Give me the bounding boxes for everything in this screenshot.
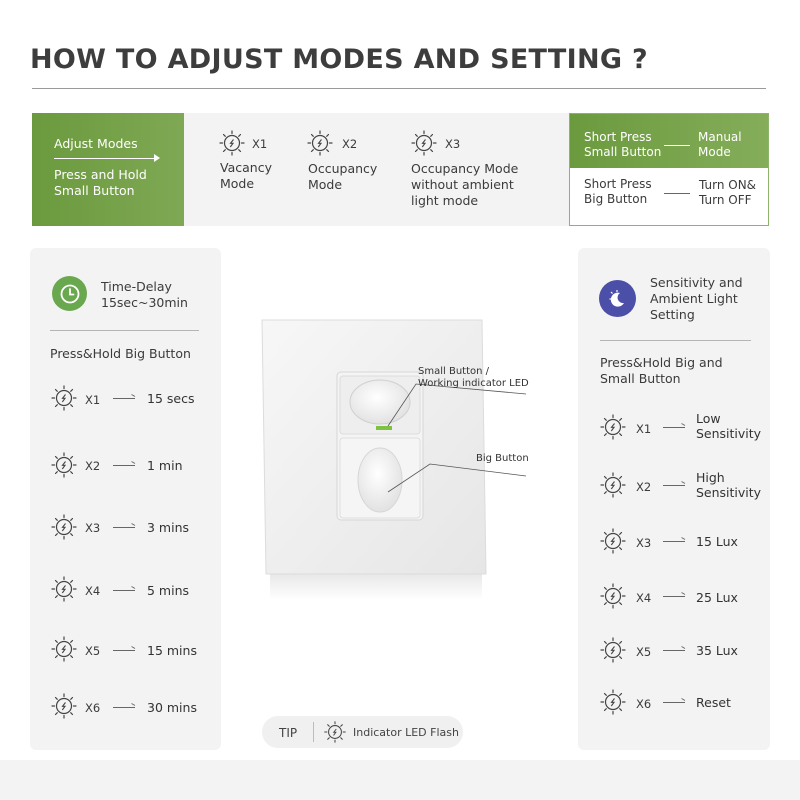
flash-icon (218, 129, 246, 157)
clock-icon (52, 276, 87, 311)
manual-mode-line1: Manual (698, 130, 742, 144)
flash-icon (599, 413, 627, 441)
mode-count: X1 (252, 137, 268, 151)
mode-label: without ambient (411, 177, 514, 192)
flash-count: X3 (636, 536, 652, 550)
small-button-label: Working indicator LED (418, 378, 529, 389)
adjust-modes-label: Adjust Modes (54, 136, 138, 151)
turn-on-line2: Turn OFF (699, 193, 752, 207)
flash-count: X5 (85, 644, 101, 658)
arrow (663, 541, 685, 542)
arrow (663, 650, 685, 651)
short-press-big-arrow (664, 193, 690, 194)
sensitivity-value: Reset (696, 695, 731, 710)
arrow (113, 527, 135, 528)
arrow (113, 707, 135, 708)
short-press-big-line1: Short Press (584, 177, 652, 191)
flash-icon (599, 582, 627, 610)
delay-value: 3 mins (147, 520, 190, 535)
tip-label: TIP (279, 726, 298, 740)
sensitivity-instruction-line2: Small Button (600, 371, 681, 386)
mode-label: light mode (411, 193, 479, 208)
tip-divider (313, 722, 314, 742)
arrow (663, 596, 685, 597)
delay-value: 5 mins (147, 583, 190, 598)
arrow (663, 485, 685, 486)
small-button-label: Small Button / (418, 366, 489, 377)
press-hold-line1: Press and Hold (54, 167, 147, 182)
sensitivity-value: 35 Lux (696, 643, 738, 658)
flash-icon (599, 688, 627, 716)
sensitivity-title-line1: Sensitivity and (650, 275, 743, 290)
adjust-modes-arrow-line (54, 158, 158, 159)
arrow (113, 650, 135, 651)
delay-value: 30 mins (147, 700, 197, 715)
mode-label: Occupancy (308, 161, 378, 176)
mode-label: Mode (308, 177, 343, 192)
tip-text: Indicator LED Flash (353, 726, 459, 739)
flash-icon (306, 129, 334, 157)
short-press-small-line1: Short Press (584, 130, 652, 144)
sensitivity-value: Sensitivity (696, 426, 762, 441)
short-press-small-arrow (664, 145, 690, 146)
time-delay-instruction: Press&Hold Big Button (50, 346, 191, 361)
manual-mode-line2: Mode (698, 145, 731, 159)
flash-icon (50, 575, 78, 603)
flash-count: X2 (85, 459, 101, 473)
sensitivity-value: High (696, 470, 725, 485)
flash-icon (599, 636, 627, 664)
sensitivity-value: Low (696, 411, 721, 426)
flash-icon (410, 129, 438, 157)
time-delay-panel (30, 248, 221, 750)
short-press-small-line2: Small Button (584, 145, 662, 159)
flash-count: X5 (636, 645, 652, 659)
flash-count: X4 (85, 584, 101, 598)
flash-icon (50, 513, 78, 541)
arrow (113, 590, 135, 591)
delay-value: 15 secs (147, 391, 195, 406)
delay-value: 1 min (147, 458, 183, 473)
arrow (663, 427, 685, 428)
sensitivity-value: 25 Lux (696, 590, 738, 605)
time-delay-range: 15sec~30min (101, 295, 188, 310)
mode-count: X2 (342, 137, 358, 151)
flash-icon (50, 692, 78, 720)
flash-count: X6 (636, 697, 652, 711)
flash-count: X1 (636, 422, 652, 436)
press-hold-line2: Small Button (54, 183, 135, 198)
flash-icon (599, 527, 627, 555)
flash-icon (50, 384, 78, 412)
flash-icon (323, 720, 347, 744)
flash-count: X3 (85, 521, 101, 535)
mode-count: X3 (445, 137, 461, 151)
mode-label: Vacancy (220, 160, 272, 175)
flash-icon (50, 635, 78, 663)
flash-count: X2 (636, 480, 652, 494)
sensitivity-title-line3: Setting (650, 307, 695, 322)
bottom-strip (0, 760, 800, 800)
mode-label: Mode (220, 176, 255, 191)
arrow (663, 702, 685, 703)
panel-divider (50, 330, 199, 331)
page-title: HOW TO ADJUST MODES AND SETTING ? (30, 44, 648, 75)
arrow (113, 465, 135, 466)
short-press-big-line2: Big Button (584, 192, 648, 206)
sensitivity-value: 15 Lux (696, 534, 738, 549)
flash-count: X6 (85, 701, 101, 715)
sensitivity-value: Sensitivity (696, 485, 762, 500)
turn-on-line1: Turn ON& (699, 178, 757, 192)
panel-divider (600, 340, 751, 341)
sensitivity-title-line2: Ambient Light (650, 291, 738, 306)
flash-count: X4 (636, 591, 652, 605)
flash-count: X1 (85, 393, 101, 407)
mode-label: Occupancy Mode (411, 161, 519, 176)
flash-icon (50, 451, 78, 479)
arrow (113, 398, 135, 399)
adjust-modes-arrowhead (154, 154, 160, 162)
title-divider (32, 88, 766, 89)
big-button-label: Big Button (476, 453, 529, 464)
moon-icon (599, 280, 636, 317)
time-delay-title: Time-Delay (101, 279, 172, 294)
delay-value: 15 mins (147, 643, 197, 658)
flash-icon (599, 471, 627, 499)
sensitivity-instruction-line1: Press&Hold Big and (600, 355, 723, 370)
